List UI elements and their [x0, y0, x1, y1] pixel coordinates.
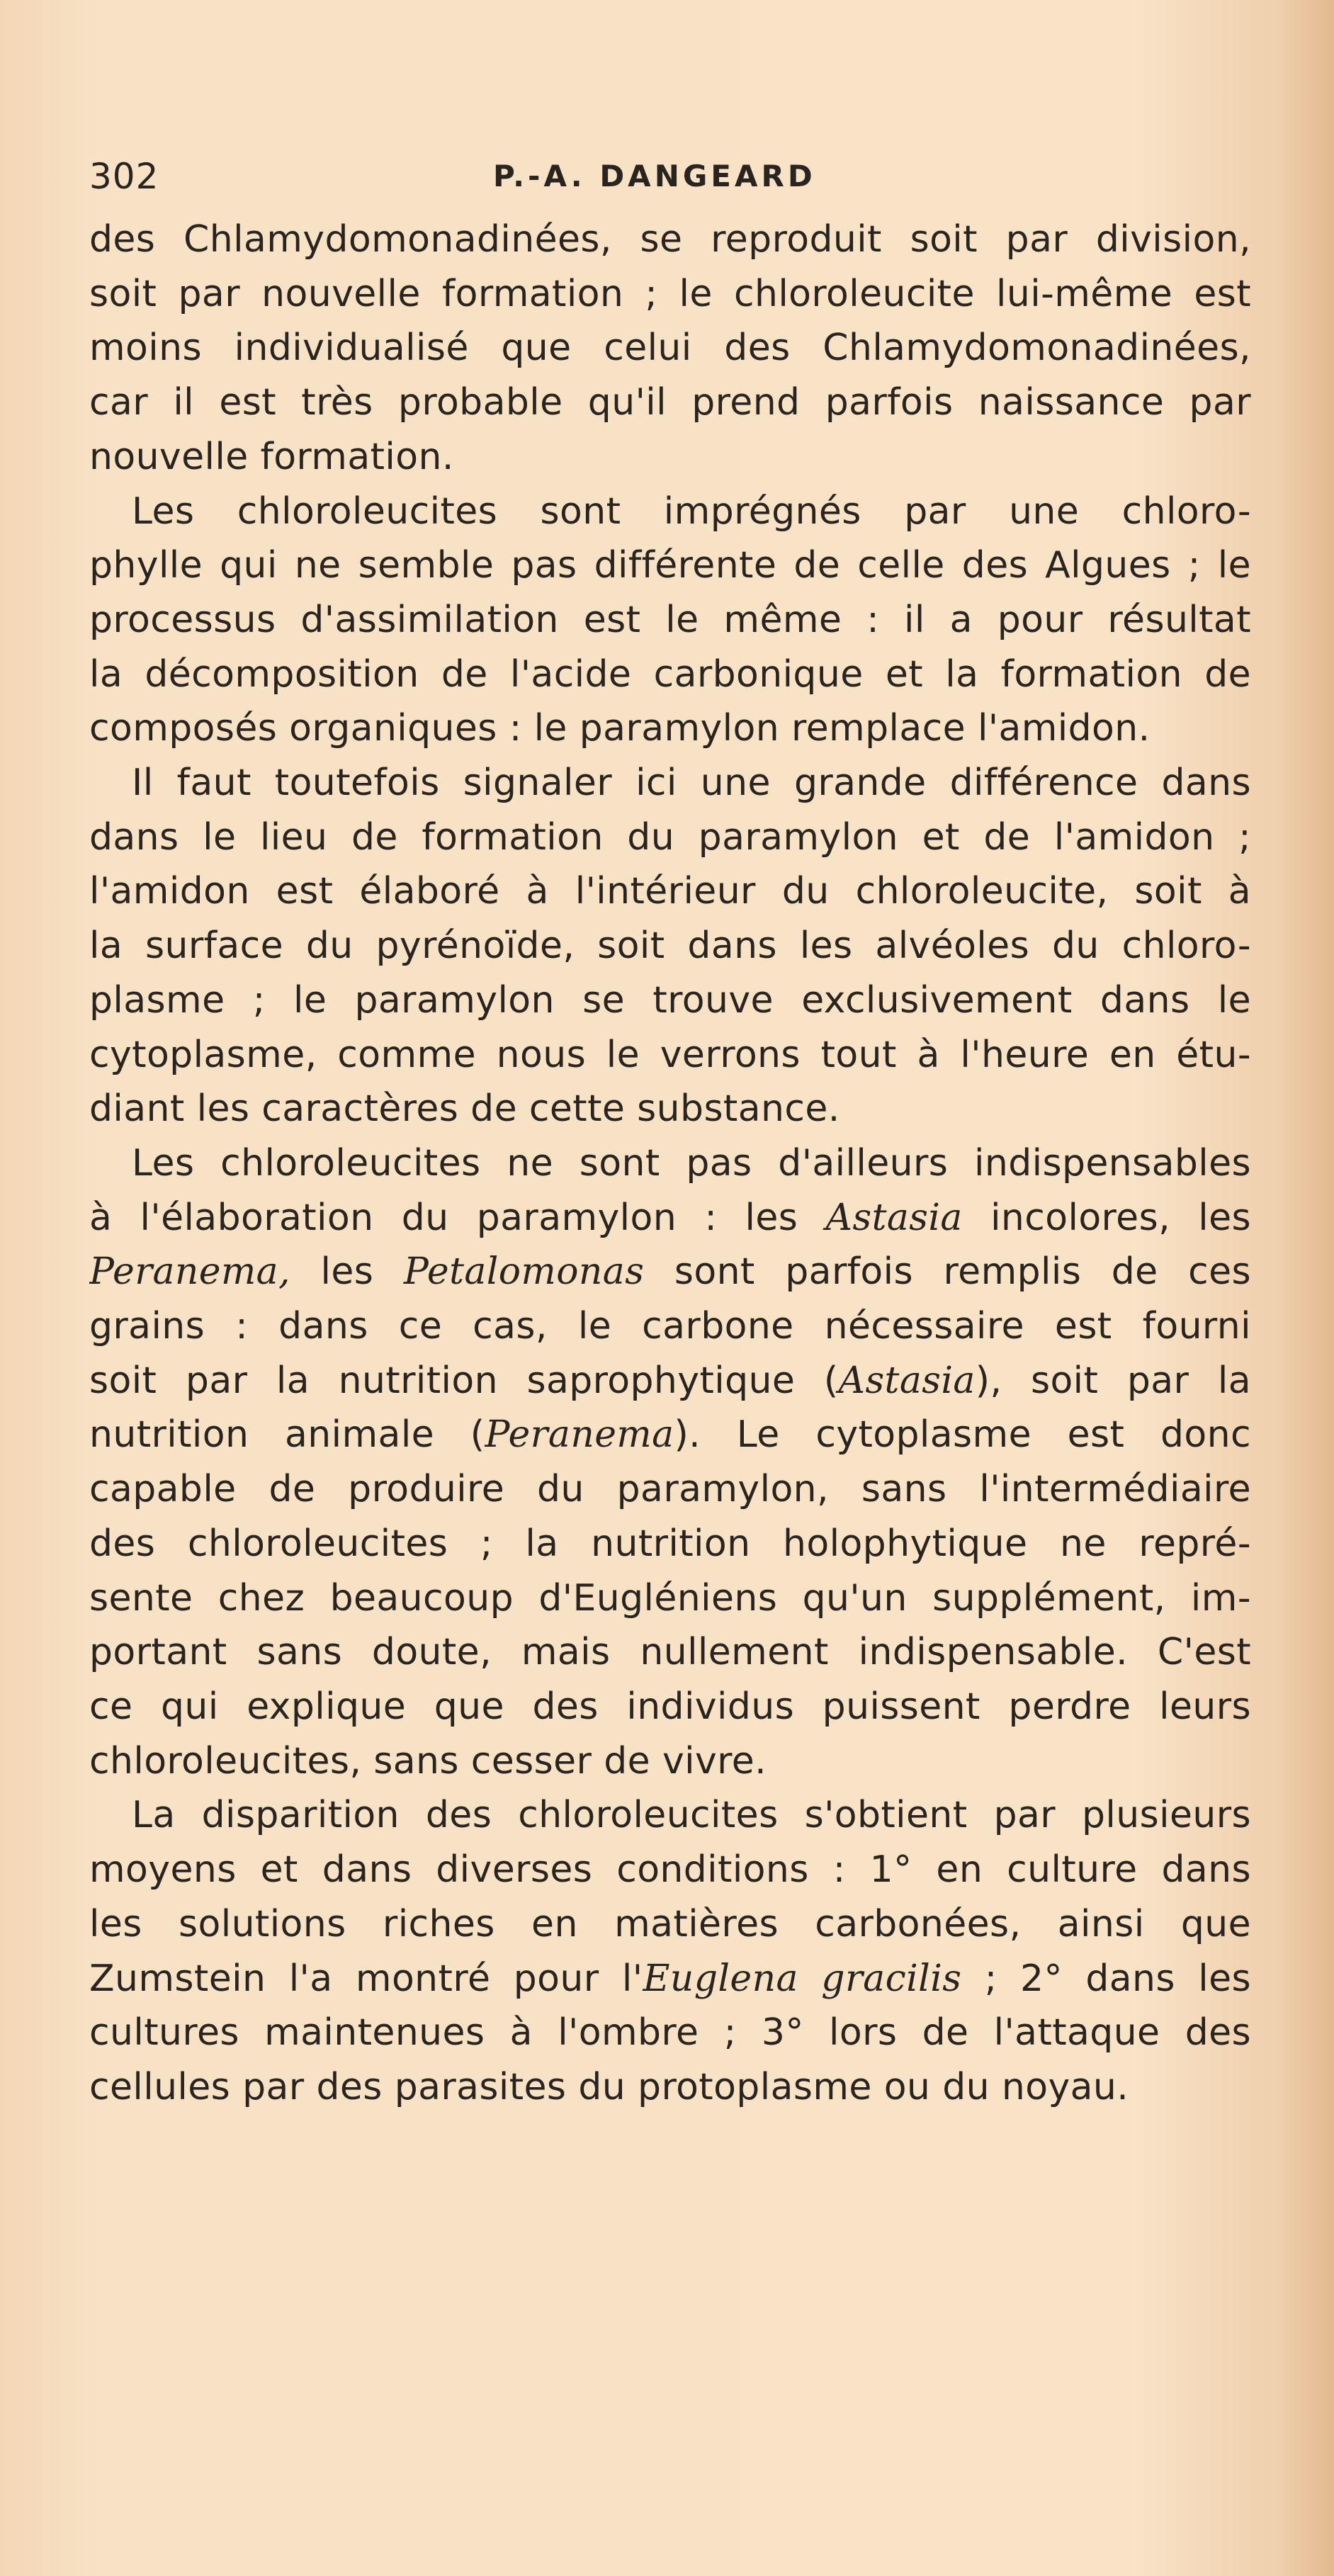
text-line: moins individualisé que celui des Chlamydomonadinées, — [89, 327, 1251, 370]
text-line: Les chloroleucites sont imprégnés par une chloro- — [132, 490, 1251, 533]
text-line: Les chloroleucites ne sont pas d'ailleurs indispensables — [132, 1141, 1251, 1185]
text-line: plasme ; le paramylon se trouve exclusivement dans le — [89, 978, 1251, 1022]
text-line: Zumstein l'a montré pour l'Euglena gracilis ; 2° dans les — [89, 1957, 1251, 2000]
text-line: Il faut toutefois signaler ici une grande différence dans — [132, 762, 1251, 805]
text-line: La disparition des chloroleucites s'obtient par plusieurs — [132, 1794, 1251, 1837]
text-line: la surface du pyrénoïde, soit dans les alvéoles du chloro- — [89, 925, 1251, 968]
text-line: dans le lieu de formation du paramylon et de l'amidon ; — [89, 815, 1251, 859]
text-line: Peranema, les Petalomonas sont parfois remplis de ces — [89, 1250, 1251, 1294]
page-header — [89, 156, 1251, 205]
book-page — [89, 156, 1251, 2115]
text-line: nutrition animale (Peranema). Le cytoplasme est donc — [89, 1413, 1251, 1457]
paragraph — [89, 1788, 1251, 2114]
italic-term: Petalomonas — [403, 1250, 645, 1294]
text-line: capable de produire du paramylon, sans l'intermédiaire — [89, 1468, 1251, 1511]
text-line: cellules par des parasites du protoplasme ou du noyau. — [89, 2065, 1129, 2108]
text-line: cytoplasme, comme nous le verrons tout à l'heure en étu- — [89, 1033, 1251, 1076]
page-number: 302 — [89, 156, 159, 197]
paragraph — [89, 756, 1251, 1136]
text-line: composés organiques : le paramylon remplace l'amidon. — [89, 707, 1151, 750]
text-line: des Chlamydomonadinées, se reproduit soit par division, — [89, 218, 1251, 261]
text-line: processus d'assimilation est le même : il a pour résultat — [89, 598, 1251, 641]
italic-term: Euglena gracilis — [643, 1957, 962, 2000]
text-line: sente chez beaucoup d'Eugléniens qu'un supplément, im- — [89, 1576, 1251, 1620]
paragraph — [89, 1136, 1251, 1788]
text-line: soit par la nutrition saprophytique (Astasia), soit par la — [89, 1359, 1251, 1402]
text-line: nouvelle formation. — [89, 435, 454, 478]
text-line: ce qui explique que des individus puissent perdre leurs — [89, 1685, 1251, 1728]
italic-term: Peranema, — [89, 1250, 290, 1294]
running-head: P.-A. DANGEARD — [493, 159, 816, 193]
paragraph — [89, 485, 1251, 757]
text-line: à l'élaboration du paramylon : les Astasia incolores, les — [89, 1196, 1251, 1239]
text-line: les solutions riches en matières carbonées, ainsi que — [89, 1902, 1251, 1945]
body-text — [89, 213, 1251, 2115]
text-line: car il est très probable qu'il prend parfois naissance par — [89, 381, 1251, 424]
text-line: phylle qui ne semble pas différente de celle des Algues ; le — [89, 544, 1251, 587]
text-line: soit par nouvelle formation ; le chloroleucite lui-même est — [89, 272, 1251, 315]
text-line: diant les caractères de cette substance. — [89, 1088, 840, 1131]
italic-term: Astasia — [838, 1359, 976, 1402]
text-line: la décomposition de l'acide carbonique et la formation de — [89, 653, 1251, 696]
text-line: portant sans doute, mais nullement indispensable. C'est — [89, 1631, 1251, 1674]
text-line: cultures maintenues à l'ombre ; 3° lors de l'attaque des — [89, 2011, 1251, 2055]
text-line: l'amidon est élaboré à l'intérieur du chloroleucite, soit à — [89, 870, 1251, 913]
text-line: moyens et dans diverses conditions : 1° en culture dans — [89, 1848, 1251, 1892]
paragraph — [89, 213, 1251, 485]
text-line: des chloroleucites ; la nutrition holophytique ne repré- — [89, 1522, 1251, 1565]
text-line: chloroleucites, sans cesser de vivre. — [89, 1739, 767, 1783]
italic-term: Peranema — [485, 1413, 674, 1457]
italic-term: Astasia — [825, 1196, 963, 1239]
text-line: grains : dans ce cas, le carbone nécessaire est fourni — [89, 1305, 1251, 1348]
